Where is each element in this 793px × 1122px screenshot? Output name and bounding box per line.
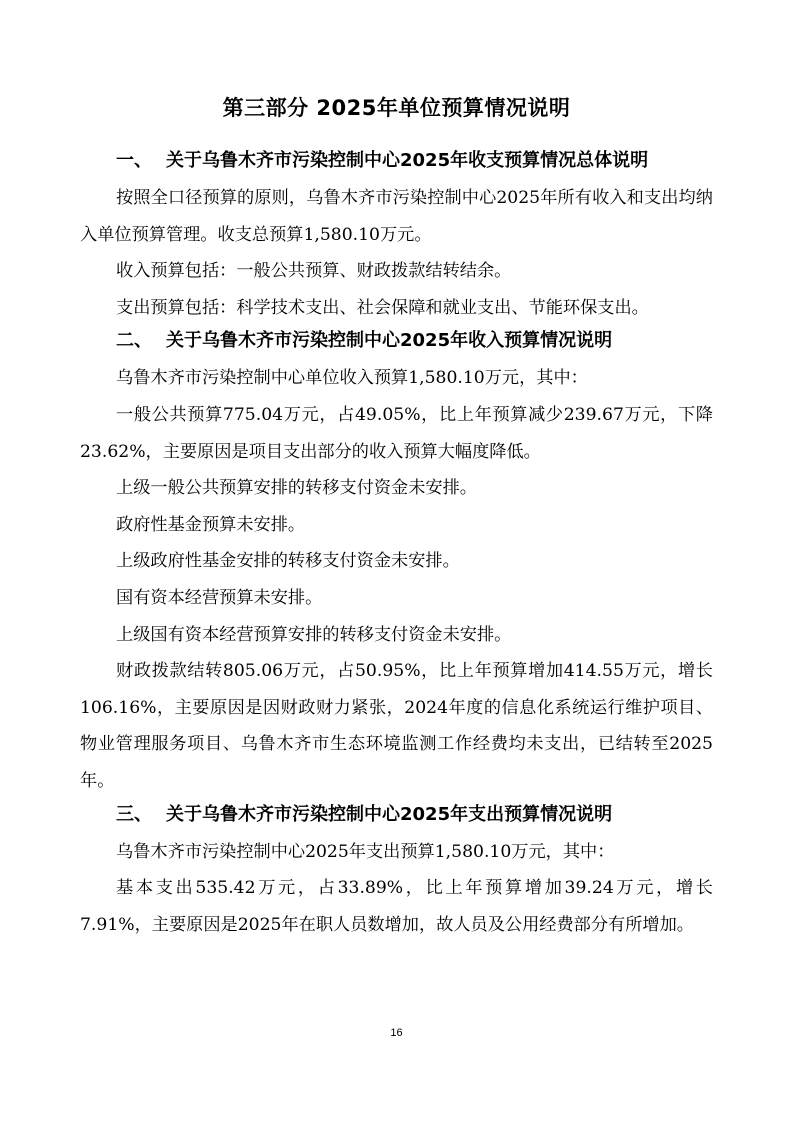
paragraph: 国有资本经营预算未安排。 [116, 587, 323, 608]
paragraph: 上级国有资本经营预算安排的转移支付资金未安排。 [116, 624, 512, 645]
paragraph: 基本支出535.42万元，占33.89%，比上年预算增加39.24万元，增长7.91%，主要原因是2025年在职人员数增加，故人员及公用经费部分有所增加。 [80, 878, 713, 935]
section-heading-2 [80, 326, 713, 356]
paragraph: 按照全口径预算的原则，乌鲁木齐市污染控制中心2025年所有收入和支出均纳入单位预算管理。收支总预算1,580.10万元。 [80, 188, 713, 245]
paragraph: 财政拨款结转805.06万元，占50.95%，比上年预算增加414.55万元，增长106.16%，主要原因是因财政财力紧张，2024年度的信息化系统运行维护项目、物业管理服务项目、乌鲁木齐市生态环境监测工作经费均未支出，已结转至2025年。 [80, 661, 713, 791]
section-heading-1 [80, 146, 713, 176]
paragraph: 乌鲁木齐市污染控制中心单位收入预算1,580.10万元，其中： [116, 368, 588, 389]
paragraph: 收入预算包括：一般公共预算、财政拨款结转结余。 [116, 261, 512, 282]
section-number: 三、 [116, 803, 152, 825]
page-number: 16 [390, 1027, 403, 1039]
paragraph: 上级政府性基金安排的转移支付资金未安排。 [116, 551, 460, 572]
paragraph: 政府性基金预算未安排。 [116, 514, 306, 535]
section-number: 一、 [116, 150, 152, 171]
section-heading-text: 关于乌鲁木齐市污染控制中心2025年收入预算情况说明 [166, 330, 613, 352]
paragraph: 上级一般公共预算安排的转移支付资金未安排。 [116, 478, 477, 499]
paragraph: 支出预算包括：科学技术支出、社会保障和就业支出、节能环保支出。 [116, 297, 649, 318]
document-body [80, 146, 713, 943]
section-number: 二、 [116, 330, 152, 352]
section-heading-text: 关于乌鲁木齐市污染控制中心2025年收支预算情况总体说明 [166, 150, 649, 171]
paragraph: 乌鲁木齐市污染控制中心2025年支出预算1,580.10万元，其中： [116, 841, 615, 862]
paragraph: 一般公共预算775.04万元，占49.05%，比上年预算减少239.67万元，下降23.62%，主要原因是项目支出部分的收入预算大幅度降低。 [80, 404, 713, 462]
section-heading-text: 关于乌鲁木齐市污染控制中心2025年支出预算情况说明 [166, 803, 613, 825]
section-heading-3 [80, 800, 713, 830]
page-title: 第三部分 2025年单位预算情况说明 [222, 96, 571, 120]
